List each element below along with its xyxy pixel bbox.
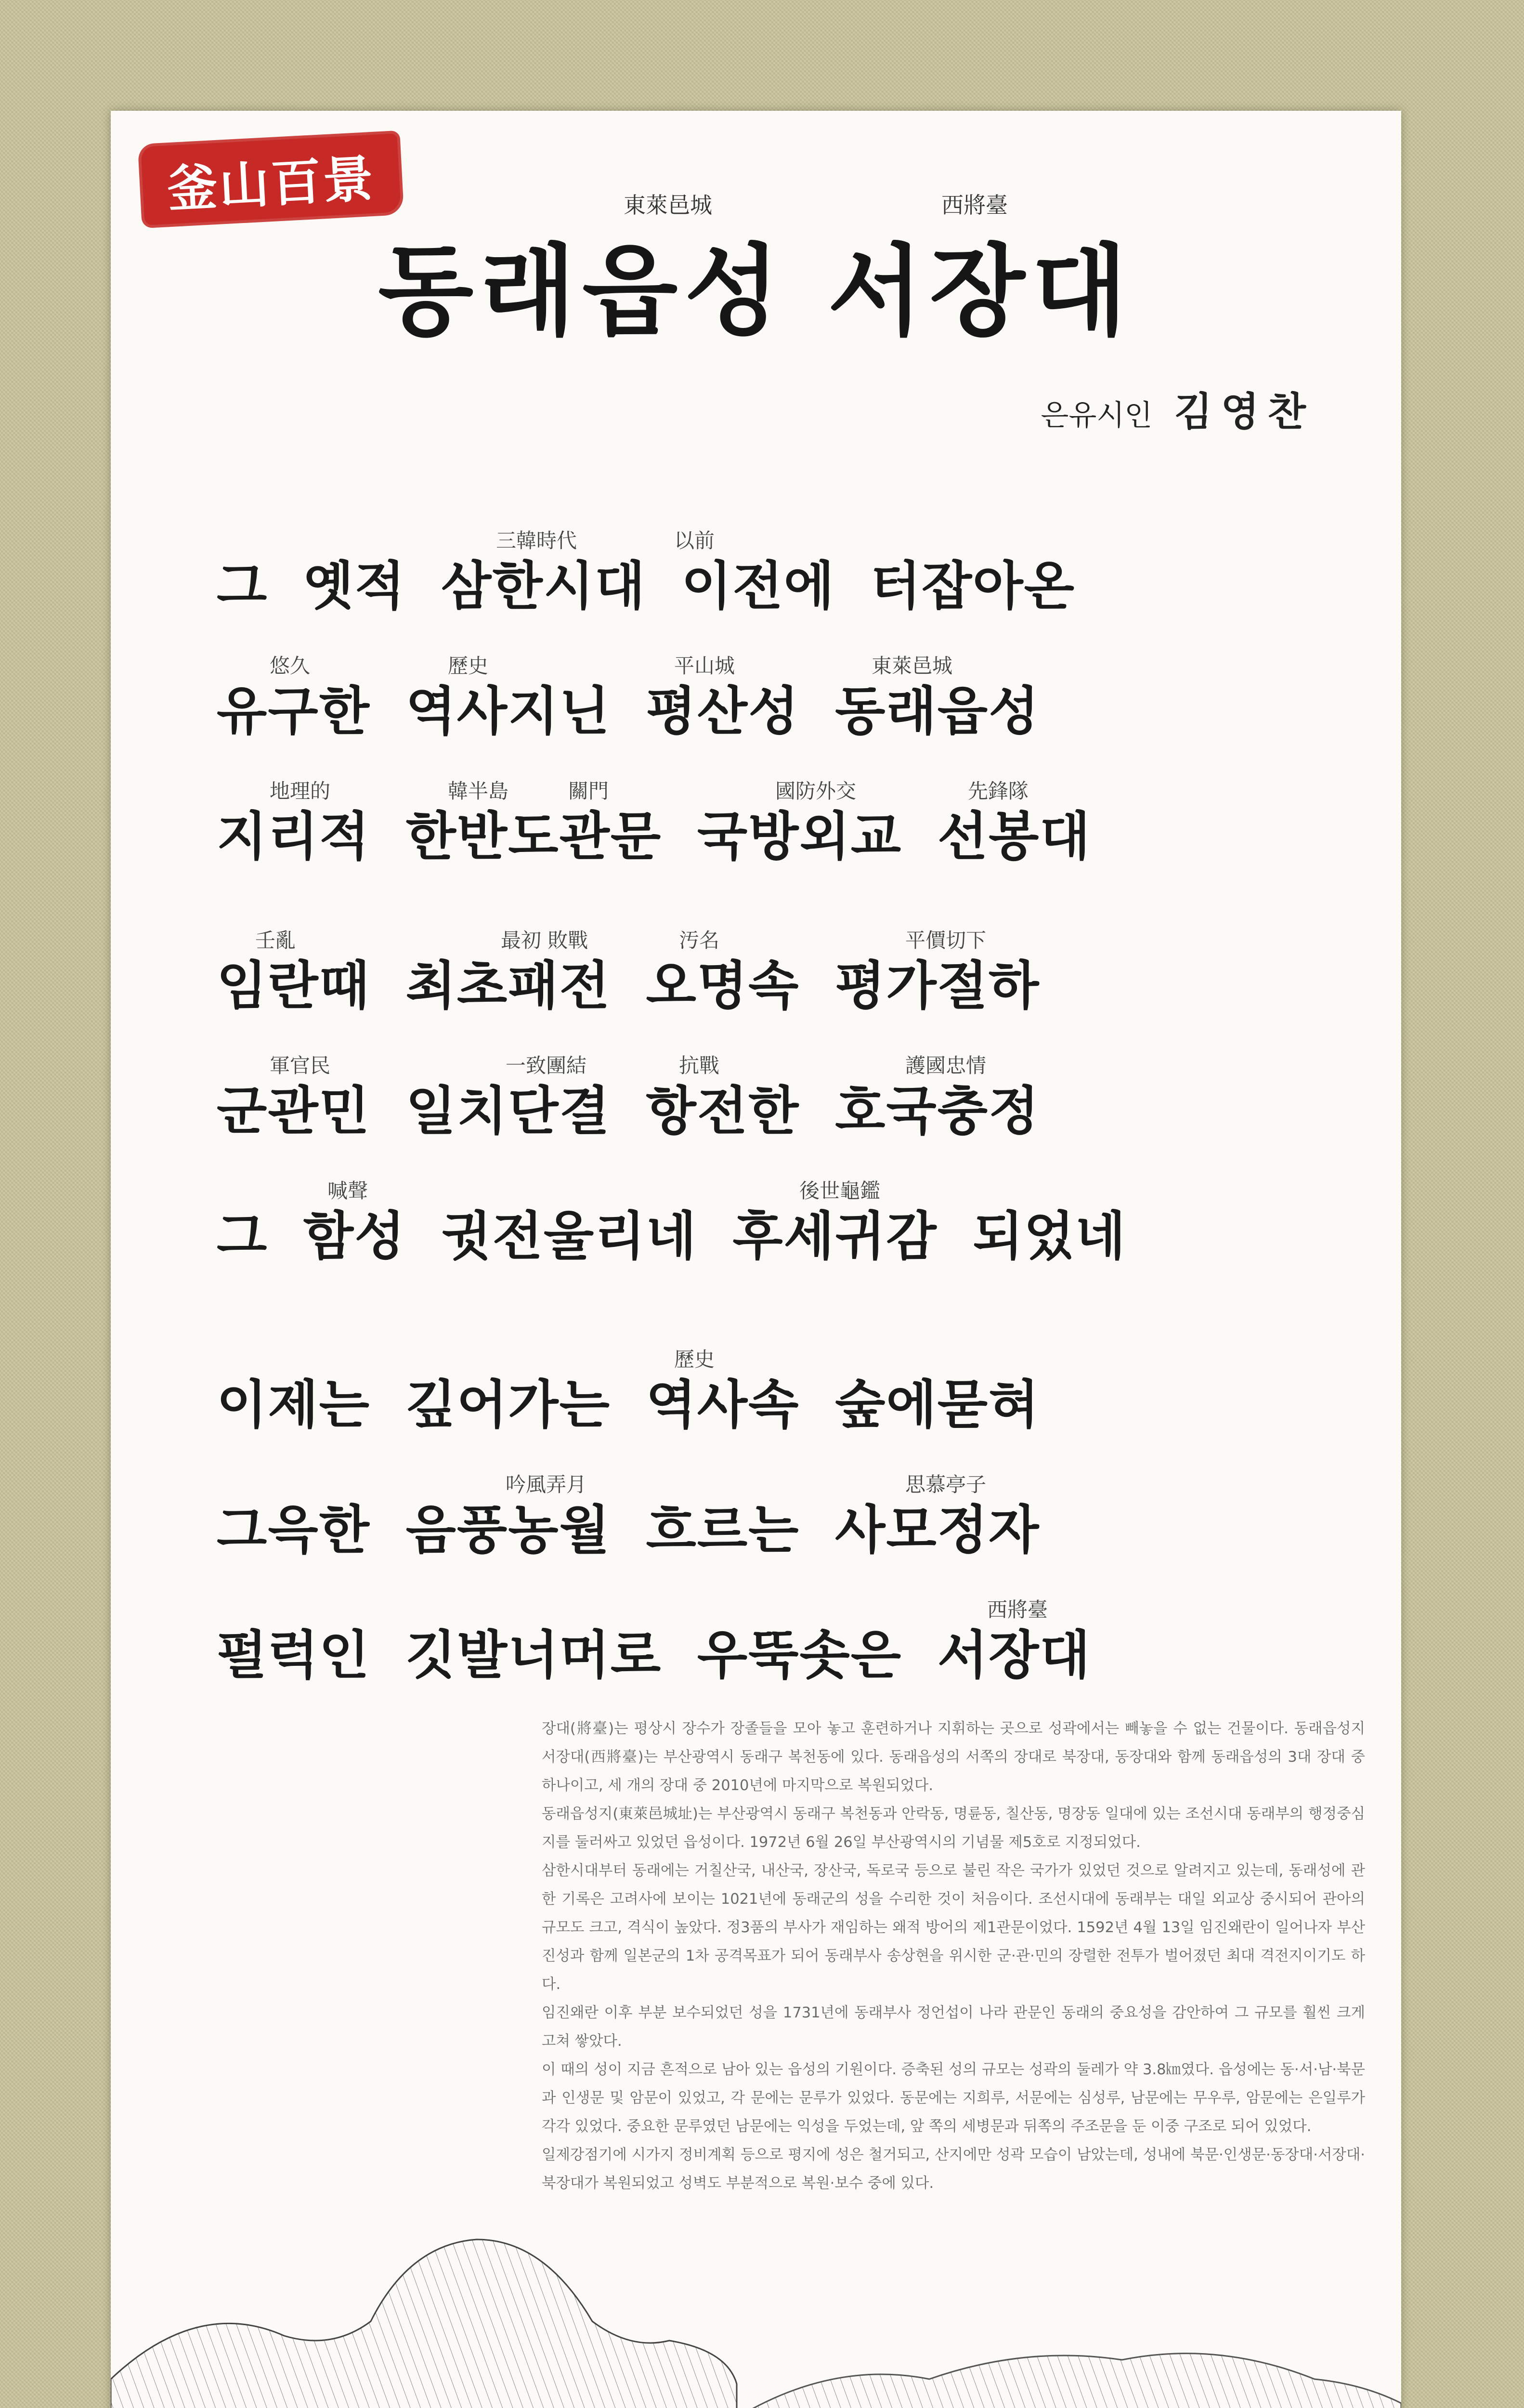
description-paragraph: 동래읍성지(東萊邑城址)는 부산광역시 동래구 복천동과 안락동, 명륜동, 칠산동, 명장동 일대에 있는 조선시대 동래부의 행정중심지를 둘러싸고 있었던 읍성이다. 1972년 6월 26일 부산광역시의 기념물 제5호로 지정되었다. xyxy=(542,1806,1365,1851)
poem-line: 펄럭인 깃발너머로 우뚝솟은 서장대 xyxy=(217,1625,1091,1686)
poem-ruby: 東萊邑城 xyxy=(872,654,953,678)
poem-ruby: 西將臺 xyxy=(987,1598,1048,1622)
poem-ruby: 最初 敗戰 xyxy=(501,929,588,952)
poem-ruby: 平山城 xyxy=(674,654,735,678)
description-paragraph: 이 때의 성이 지금 흔적으로 남아 있는 읍성의 기원이다. 증축된 성의 규모는 성곽의 둘레가 약 3.8㎞였다. 읍성에는 동·서·남·북문과 인생문 및 암문이 있었고, 각 문에는 문루가 있었다. 동문에는 지희루, 서문에는 심성루, 남문에는 무우루, 암문에는 은일루가 각각 있었다. 중요한 문루였던 남문에는 익성을 두었는데, 앞 쪽의 세병문과 뒤쪽의 주조문을 둔 이중 구조로 되어 있었다. xyxy=(542,2061,1365,2135)
poem-ruby: 抗戰 xyxy=(679,1054,720,1077)
scroll-panel xyxy=(111,111,1401,2408)
poem-ruby: 軍官民 xyxy=(270,1054,331,1077)
poem-line: 유구한 역사지닌 평산성 동래읍성 xyxy=(217,681,1040,742)
poem-ruby: 後世龜鑑 xyxy=(799,1179,881,1203)
poem-ruby: 汚名 xyxy=(679,929,720,952)
poem-ruby: 思慕亭子 xyxy=(905,1473,987,1496)
description-paragraph: 삼한시대부터 동래에는 거칠산국, 내산국, 장산국, 독로국 등으로 불린 작은 국가가 있었던 것으로 알려지고 있는데, 동래성에 관한 기록은 고려사에 보이는 1021년에 동래군의 성을 수리한 것이 처음이다. 조선시대에 동래부는 대일 외교상 중시되어 관아의 규모도 크고, 격식이 높았다. 정3품의 부사가 재임하는 왜적 방어의 제1관문이었다. 1592년 4월 13일 임진왜란이 일어나자 부산진성과 함께 일본군의 1차 공격목표가 되어 동래부사 송상현을 위시한 군·관·민의 장렬한 전투가 벌어졌던 최대 격전지이기도 하다. xyxy=(542,1862,1365,1993)
busan-100-scenes-logo: 釜山百景 xyxy=(138,131,404,228)
poem-ruby: 喊聲 xyxy=(327,1179,368,1203)
poem-ruby: 國防外交 xyxy=(775,779,857,803)
poem-line: 이제는 깊어가는 역사속 숲에묻혀 xyxy=(217,1375,1040,1435)
title-hanja-right: 西將臺 xyxy=(941,192,1008,218)
seojangdae-pen-illustration xyxy=(111,2177,1401,2408)
poem-ruby: 平價切下 xyxy=(905,929,987,952)
author-name: 김영찬 xyxy=(1174,389,1315,435)
description-text xyxy=(542,1714,1365,2198)
poem-line: 임란때 최초패전 오명속 평가절하 xyxy=(217,956,1040,1016)
poem-ruby: 護國忠情 xyxy=(905,1054,987,1077)
poem-ruby: 三韓時代 xyxy=(496,529,577,552)
description-paragraph: 임진왜란 이후 부분 보수되었던 성을 1731년에 동래부사 정언섭이 나라 관문인 동래의 중요성을 감안하여 그 규모를 훨씬 크게 고쳐 쌓았다. xyxy=(542,2004,1365,2050)
poem-ruby: 吟風弄月 xyxy=(506,1473,587,1496)
poem-line: 군관민 일치단결 항전한 호국충정 xyxy=(217,1081,1040,1141)
author-label: 은유시인 xyxy=(1041,399,1153,432)
poem-line: 지리적 한반도관문 국방외교 선봉대 xyxy=(217,807,1091,867)
poem-ruby: 以前 xyxy=(674,529,715,552)
author-line xyxy=(1041,380,1315,437)
poem-ruby: 關門 xyxy=(568,779,609,803)
poem-ruby: 歷史 xyxy=(674,1348,715,1371)
title-hanja-left: 東萊邑城 xyxy=(624,192,712,218)
poem-ruby: 地理的 xyxy=(270,779,331,803)
page-title: 동래읍성 서장대 xyxy=(378,235,1134,349)
poem-ruby: 先鋒隊 xyxy=(968,779,1029,803)
poem-line: 그 옛적 삼한시대 이전에 터잡아온 xyxy=(217,556,1075,616)
poem-ruby: 一致團結 xyxy=(506,1054,587,1077)
ink-sketch-svg xyxy=(111,2177,1401,2408)
poem-ruby: 悠久 xyxy=(270,654,311,678)
poem-line: 그윽한 음풍농월 흐르는 사모정자 xyxy=(217,1500,1040,1560)
poem-ruby: 韓半島 xyxy=(448,779,509,803)
description-paragraph: 일제강점기에 시가지 정비계획 등으로 평지에 성은 철거되고, 산지에만 성곽 모습이 남았는데, 성내에 북문·인생문·동장대·서장대·북장대가 복원되었고 성벽도 부분적으로 복원·보수 중에 있다. xyxy=(542,2146,1365,2192)
poem-line: 그 함성 귓전울리네 후세귀감 되었네 xyxy=(217,1206,1127,1267)
poem-ruby: 壬亂 xyxy=(255,929,296,952)
poem-ruby: 歷史 xyxy=(448,654,489,678)
description-paragraph: 장대(將臺)는 평상시 장수가 장졸들을 모아 놓고 훈련하거나 지휘하는 곳으로 성곽에서는 빼놓을 수 없는 건물이다. 동래읍성지 서장대(西將臺)는 부산광역시 동래구 복천동에 있다. 동래읍성의 서쪽의 장대로 북장대, 동장대와 함께 동래읍성의 3대 장대 중 하나이고, 세 개의 장대 중 2010년에 마지막으로 복원되었다. xyxy=(542,1720,1365,1794)
